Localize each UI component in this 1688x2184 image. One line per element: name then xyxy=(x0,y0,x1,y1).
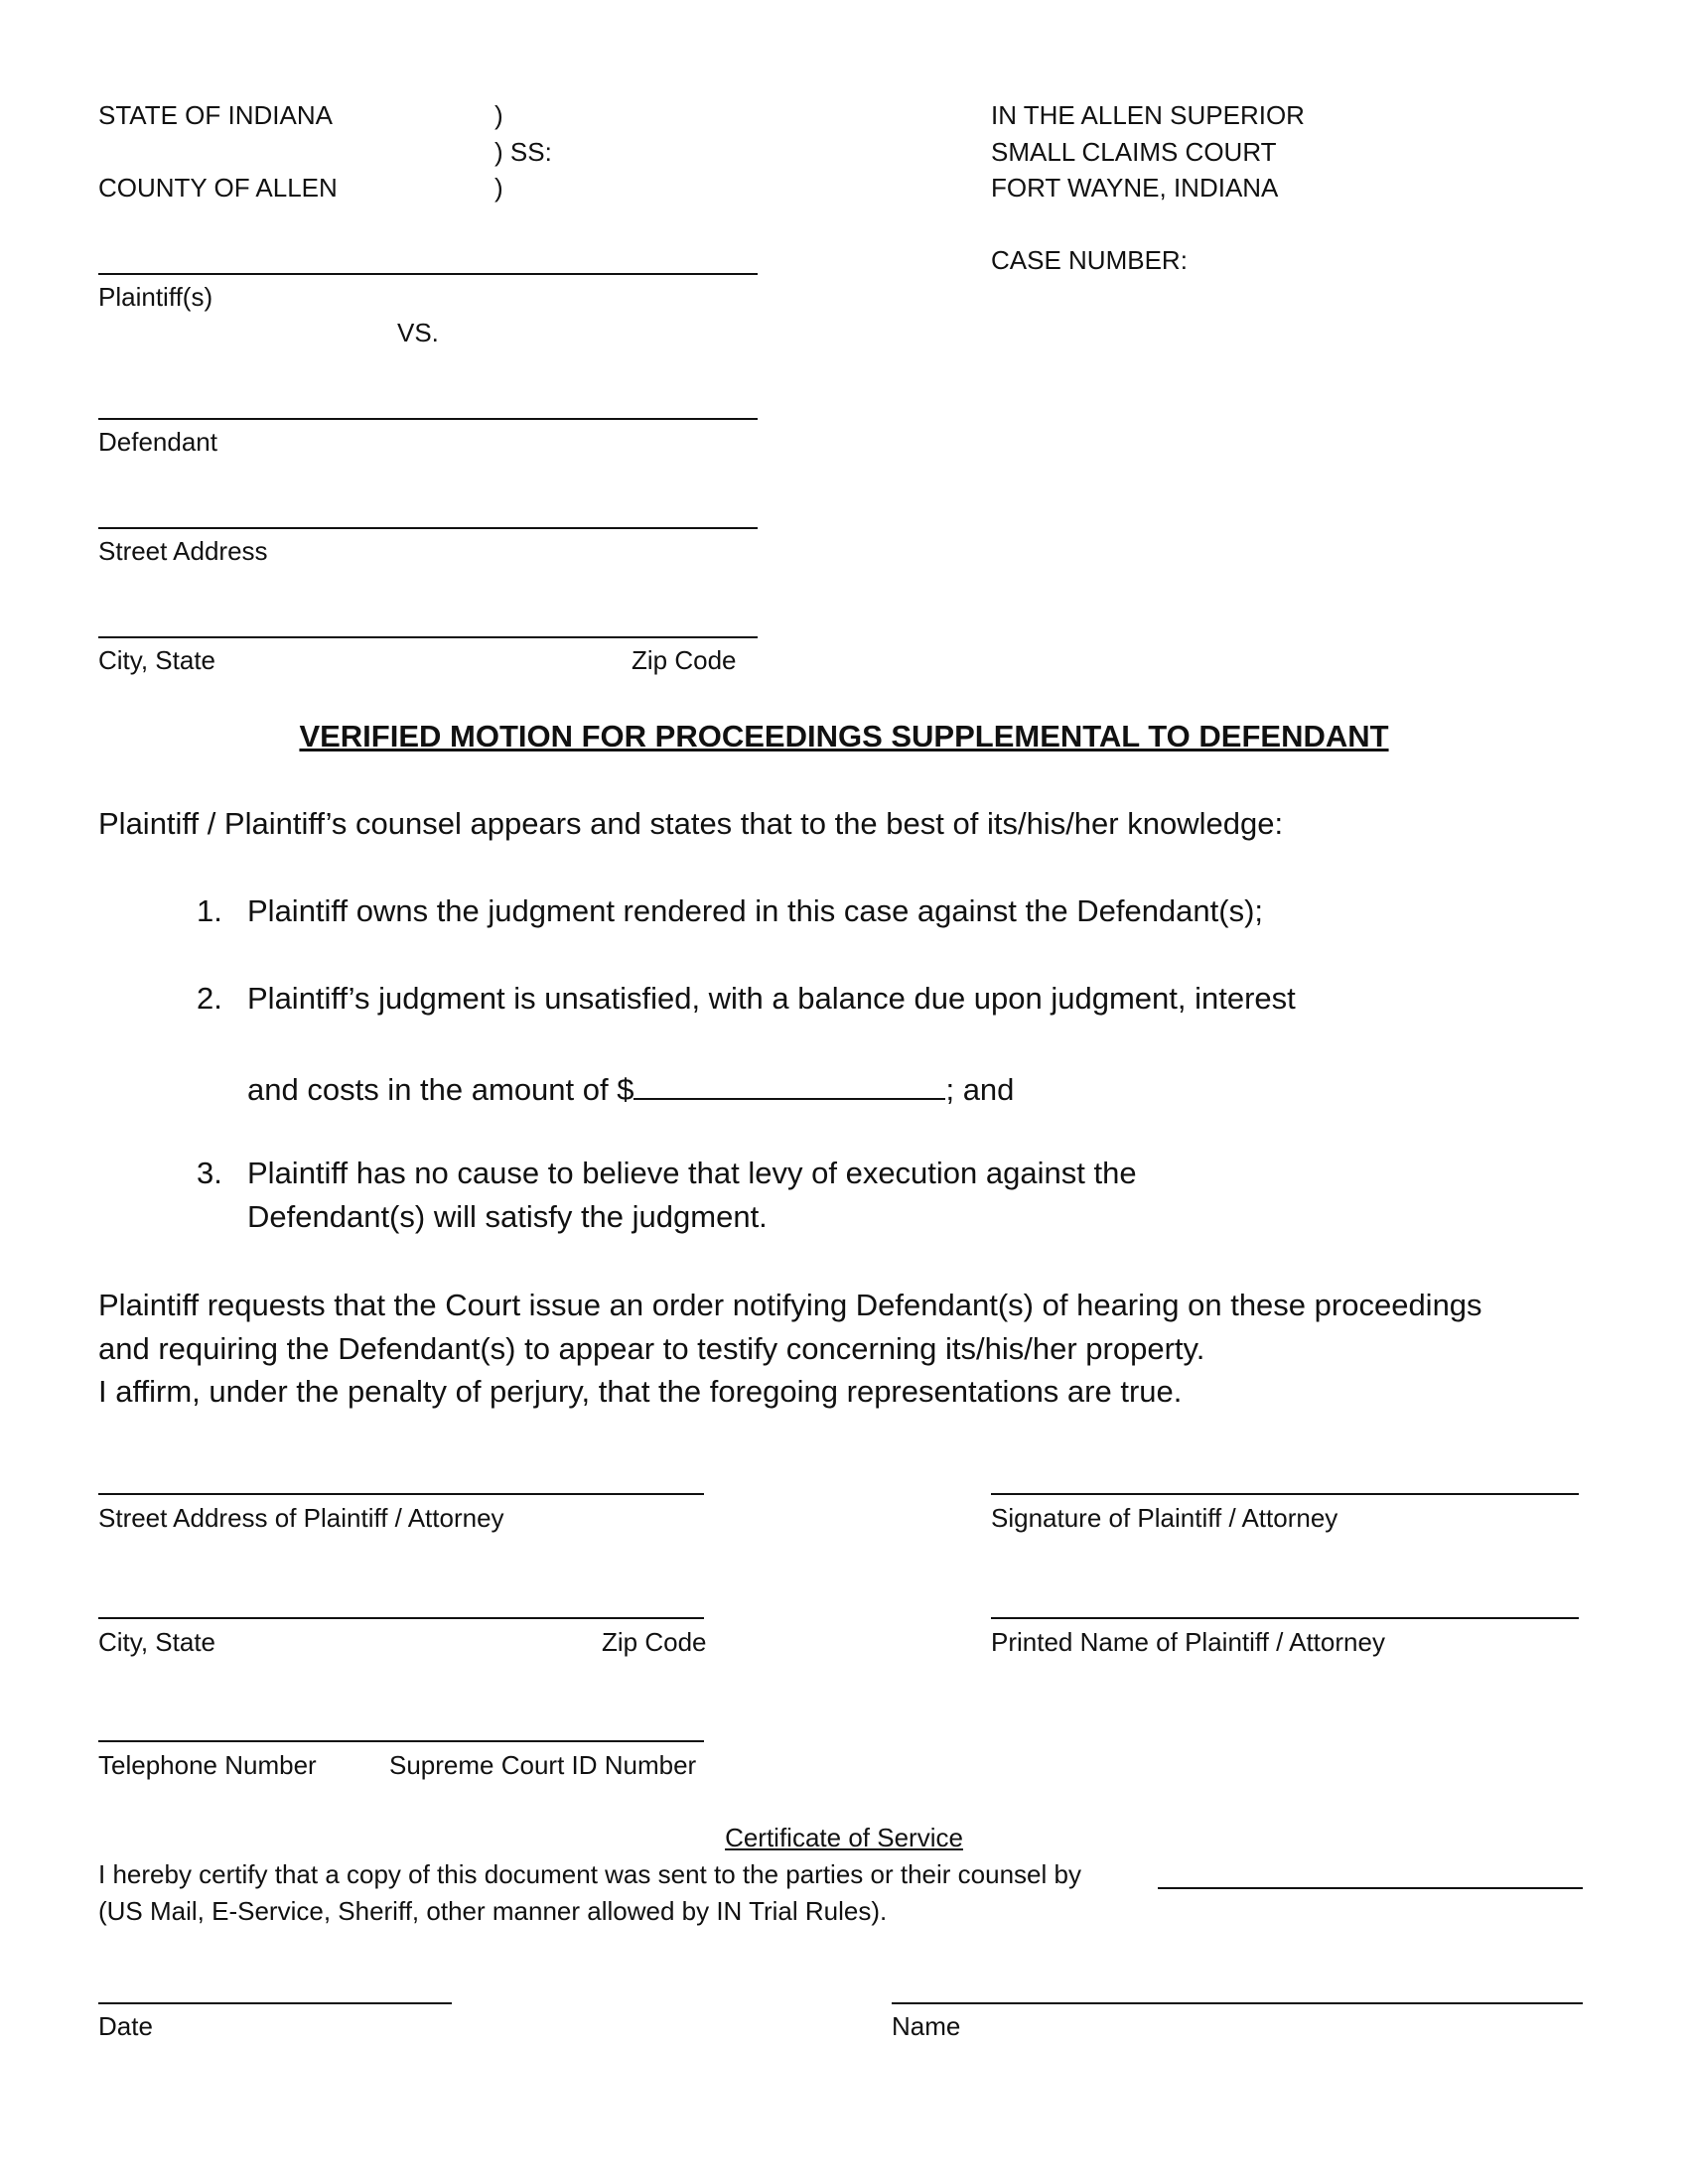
item-1-number: 1. xyxy=(197,893,222,928)
document-title: VERIFIED MOTION FOR PROCEEDINGS SUPPLEMENTAL TO DEFENDANT xyxy=(299,719,1389,753)
attorney-street-line[interactable] xyxy=(98,1493,704,1495)
amount-blank[interactable] xyxy=(633,1068,945,1100)
city-state-zip-line[interactable] xyxy=(98,636,758,638)
certificate-line-2: (US Mail, E-Service, Sheriff, other manner allowed by IN Trial Rules). xyxy=(98,1896,888,1926)
caption-ss: ) SS: xyxy=(494,137,552,167)
supreme-court-id-label: Supreme Court ID Number xyxy=(389,1750,697,1780)
signature-label: Signature of Plaintiff / Attorney xyxy=(991,1503,1338,1533)
name-line[interactable] xyxy=(892,2002,1583,2004)
signature-line[interactable] xyxy=(991,1493,1579,1495)
affirmation-line: I affirm, under the penalty of perjury, that the foregoing representations are true. xyxy=(98,1374,1183,1409)
caption-paren-1: ) xyxy=(494,100,503,130)
item-2-text: Plaintiff’s judgment is unsatisfied, with a balance due upon judgment, interest xyxy=(247,981,1296,1016)
date-label: Date xyxy=(98,2011,153,2041)
county-label: COUNTY OF ALLEN xyxy=(98,173,338,203)
request-line-2: and requiring the Defendant(s) to appear to testify concerning its/his/her property. xyxy=(98,1331,1205,1366)
item-3-text: Plaintiff has no cause to believe that levy of execution against the xyxy=(247,1156,1137,1190)
certificate-heading: Certificate of Service xyxy=(725,1823,963,1852)
date-line[interactable] xyxy=(98,2002,452,2004)
city-state-label: City, State xyxy=(98,645,216,675)
printed-name-line[interactable] xyxy=(991,1617,1579,1619)
item-2-number: 2. xyxy=(197,981,222,1016)
printed-name-label: Printed Name of Plaintiff / Attorney xyxy=(991,1627,1385,1657)
street-address-line[interactable] xyxy=(98,527,758,529)
telephone-id-line[interactable] xyxy=(98,1740,704,1742)
court-line-1: IN THE ALLEN SUPERIOR xyxy=(991,100,1305,130)
zip-code-label: Zip Code xyxy=(632,645,737,675)
telephone-label: Telephone Number xyxy=(98,1750,317,1780)
attorney-city-line[interactable] xyxy=(98,1617,704,1619)
plaintiff-line[interactable] xyxy=(98,273,758,275)
plaintiff-label: Plaintiff(s) xyxy=(98,282,213,312)
certificate-line-1: I hereby certify that a copy of this document was sent to the parties or their counsel by xyxy=(98,1859,1081,1889)
street-address-label: Street Address xyxy=(98,536,268,566)
attorney-street-label: Street Address of Plaintiff / Attorney xyxy=(98,1503,504,1533)
court-line-2: SMALL CLAIMS COURT xyxy=(991,137,1277,167)
service-method-line[interactable] xyxy=(1158,1887,1583,1889)
defendant-line[interactable] xyxy=(98,418,758,420)
name-label: Name xyxy=(892,2011,961,2041)
court-line-3: FORT WAYNE, INDIANA xyxy=(991,173,1279,203)
case-number-label: CASE NUMBER: xyxy=(991,245,1188,275)
state-label: STATE OF INDIANA xyxy=(98,100,333,130)
attorney-zip-label: Zip Code xyxy=(602,1627,707,1657)
item-2-amount-suffix: ; and xyxy=(945,1072,1015,1107)
item-3-text-continued: Defendant(s) will satisfy the judgment. xyxy=(247,1199,768,1234)
item-2-amount-line xyxy=(247,1068,1014,1108)
intro-text: Plaintiff / Plaintiff’s counsel appears and states that to the best of its/his/her knowledge: xyxy=(98,806,1284,841)
caption-paren-3: ) xyxy=(494,173,503,203)
item-2-amount-prefix: and costs in the amount of $ xyxy=(247,1072,634,1107)
vs-label: VS. xyxy=(397,318,439,347)
defendant-label: Defendant xyxy=(98,427,217,457)
request-line-1: Plaintiff requests that the Court issue an order notifying Defendant(s) of hearing on these proceedings xyxy=(98,1288,1482,1322)
attorney-city-label: City, State xyxy=(98,1627,216,1657)
item-1-text: Plaintiff owns the judgment rendered in this case against the Defendant(s); xyxy=(247,893,1264,928)
item-3-number: 3. xyxy=(197,1156,222,1190)
